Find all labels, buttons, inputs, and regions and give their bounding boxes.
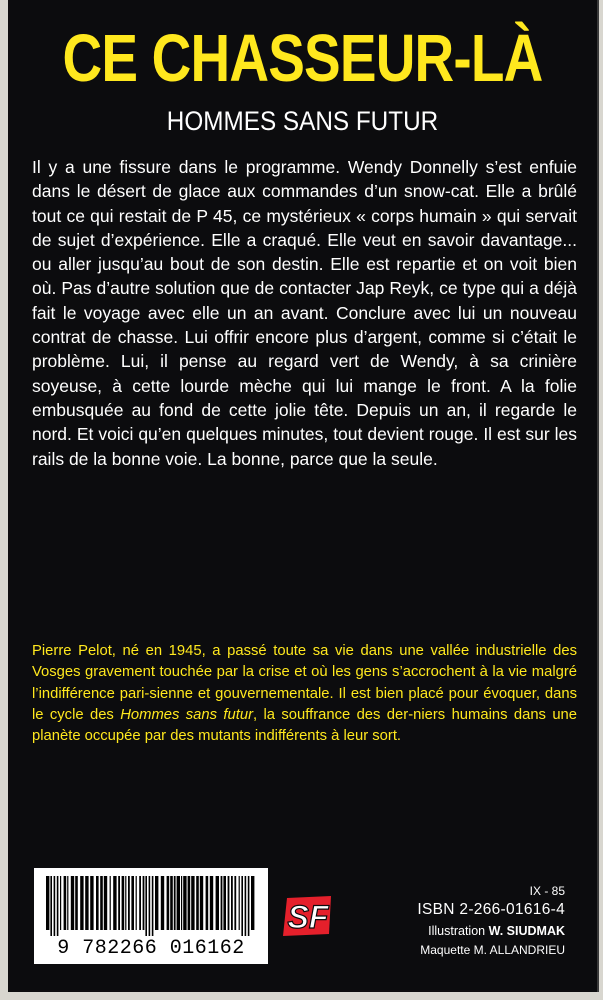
- barcode-bar: [128, 876, 130, 930]
- barcode-bar: [110, 876, 111, 930]
- barcode-bar: [118, 876, 120, 930]
- barcode-bar: [152, 876, 154, 936]
- barcode-bar: [136, 876, 137, 930]
- barcode-bar: [231, 876, 233, 930]
- barcode-bar: [100, 876, 103, 930]
- barcode-bar: [191, 876, 194, 930]
- barcode-bar: [143, 876, 145, 930]
- barcode-bar: [234, 876, 236, 930]
- barcode-bar: [174, 876, 176, 930]
- barcode-bar: [90, 876, 93, 930]
- author-bio-series-italic: Hommes sans futur: [120, 706, 254, 723]
- barcode-bar: [125, 876, 126, 930]
- barcode-bar: [251, 876, 254, 930]
- barcode-bar: [75, 876, 78, 930]
- barcode-bar: [122, 876, 125, 930]
- barcode-bar: [210, 876, 213, 930]
- illustrator-name: W. SIUDMAK: [488, 924, 565, 938]
- barcode-bar: [183, 876, 186, 930]
- barcode-bar: [85, 876, 88, 930]
- sf-logo-letters: SF: [287, 899, 329, 935]
- barcode-bar: [239, 876, 240, 930]
- barcode-bar: [46, 876, 49, 930]
- barcode-bar: [167, 876, 170, 930]
- barcode-bar: [113, 876, 116, 930]
- barcode-bar: [50, 876, 52, 936]
- barcode-bar: [54, 876, 56, 936]
- author-bio: [32, 641, 577, 747]
- barcode-bar: [216, 876, 219, 930]
- catalog-code: IX - 85: [529, 884, 565, 898]
- barcode-bar: [248, 876, 250, 936]
- barcode-bar: [155, 876, 158, 930]
- barcode-digits: 9 782266 016162: [57, 937, 245, 960]
- book-title: CE CHASSEUR-LÀ: [62, 21, 543, 96]
- barcode-bar: [60, 876, 61, 930]
- barcode-bar: [206, 876, 209, 930]
- barcode-bar: [96, 876, 99, 930]
- blurb-text: Il y a une fissure dans le programme. Wendy Donnelly s’est enfuie dans le désert de glace aux commandes d’un snow-cat. Elle a brûlé tout ce qui restait de P 45, ce mystérieux « corps humain » qui servait de sujet d’expérience. Elle a craqué. Elle veut en savoir davantage... ou aller jusqu’au bout de son destin. Elle est repartie et on voit bien où. Pas d’autre solution que de contacter Jap Reyk, ce type qui a déjà fait le voyage avec elle un an avant. Conclure avec lui un nouveau contrat de chasse. Lui offrir encore plus d’argent, comme si c’était le problème. Lui, il pense au regard vert de Wendy, à sa crinière soyeuse, à cette lourde mèche qui lui mange le front. A la folie embusquée au fond de cette jolie tête. Depuis un an, il regarde le nord. Et voici qu’en quelques minutes, tout devient rouge. Il est sur les rails de la bonne voie. La bonne, parce que la seule.: [32, 157, 577, 469]
- illustration-credit: [428, 924, 565, 938]
- barcode-bar: [161, 876, 164, 930]
- isbn: ISBN 2-266-01616-4: [417, 901, 565, 918]
- barcode-bar: [228, 876, 230, 930]
- barcode: [34, 868, 268, 964]
- barcode-bar: [245, 876, 247, 936]
- barcode-bar: [80, 876, 83, 930]
- author-bio-part1: Pierre Pelot, né en 1945, a passé toute sa vie dans une vallée industrielle des Vosges gravement touchée par la crise et où les gens s’accrochent à la vie malgré l’indifférence pari-sienne et gouvernementale. Il est bien placé pour évoquer, dans le cycle des: [32, 643, 577, 723]
- illustration-label: Illustration: [428, 924, 486, 938]
- barcode-bar: [104, 876, 107, 930]
- author-bio-part2: , la souffrance des der-niers humains dans une planète occupée par des mutants indifférents à leur sort.: [32, 706, 578, 745]
- barcode-bar: [200, 876, 203, 930]
- layout-credit: Maquette M. ALLANDRIEU: [420, 943, 565, 957]
- barcode-bar: [131, 876, 134, 930]
- barcode-bar: [67, 876, 68, 930]
- barcode-bar: [241, 876, 243, 936]
- back-cover: [8, 0, 599, 992]
- barcode-bar: [149, 876, 151, 936]
- barcode-bar: [177, 876, 180, 930]
- barcode-bars: [44, 876, 258, 936]
- barcode-bar: [196, 876, 199, 930]
- barcode-bar: [181, 876, 182, 930]
- barcode-bar: [139, 876, 141, 930]
- barcode-bar: [188, 876, 191, 930]
- barcode-bar: [57, 876, 59, 936]
- barcode-bar: [71, 876, 74, 930]
- series-title: HOMMES SANS FUTUR: [166, 106, 439, 136]
- barcode-bar: [221, 876, 223, 930]
- barcode-bar: [223, 876, 226, 930]
- barcode-bar: [170, 876, 173, 930]
- sf-logo: [281, 894, 335, 938]
- barcode-bar: [64, 876, 67, 930]
- barcode-bar: [145, 876, 147, 936]
